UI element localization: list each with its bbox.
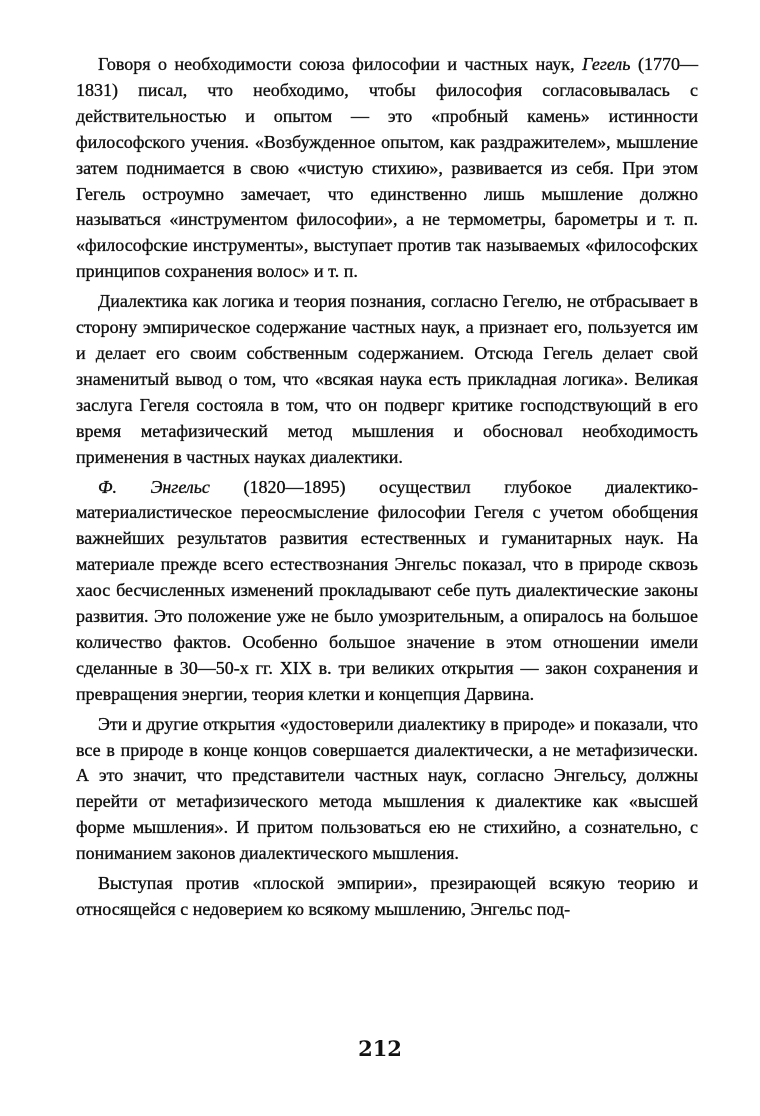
paragraph-text: Выступая против «плоской эмпирии», презирающей всякую теорию и относящейся с недоверием ко всякому мышлению, Энгельс под- — [76, 873, 698, 919]
person-name: Гегель — [582, 54, 631, 74]
paragraph-dialectics-logic — [76, 289, 698, 470]
paragraph-engels — [76, 475, 698, 708]
paragraph-text: Эти и другие открытия «удостоверили диалектику в природе» и показали, что все в природе в конце концов совершается диалектически, а не метафизически. А это значит, что представители частных наук, согласно Энгельсу, должны перейти от метафизического метода мышления к диалектике как «высшей форме мышления». И притом пользоваться ею не стихийно, а сознательно, с пониманием законов диалектического мышления. — [76, 713, 698, 864]
person-name: Ф. Энгельс — [98, 476, 210, 497]
paragraph-empiricism — [76, 871, 698, 923]
paragraph-hegel-sciences — [76, 52, 698, 285]
paragraph-discoveries — [76, 712, 698, 867]
page-body — [76, 52, 698, 923]
paragraph-text: Диалектика как логика и теория познания, согласно Гегелю, не отбрасывает в сторону эмпирическое содержание частных наук, а признает его, пользуется им и делает его своим собственным содержанием. Отсюда Гегель делает свой знаменитый вывод о том, что «всякая наука есть прикладная логика». Великая заслуга Гегеля состояла в том, что он подверг критике господствующий в его время метафизический метод мышления и обосновал необходимость применения в частных науках диалектики. — [76, 291, 698, 467]
paragraph-text: Говоря о необходимости союза философии и частных наук, — [98, 54, 583, 74]
paragraph-text: (1770—1831) писал, что необходимо, чтобы философия согласовывалась с действительностью и опытом — это «пробный камень» истинности философского учения. «Возбужденное опытом, как раздражителем», мышление затем поднимается в свою «чистую стихию», развивается из себя. При этом Гегель остроумно замечает, что единственно лишь мышление должно называться «инструментом философии», а не термометры, барометры и т. п. «философские инструменты», выступает против так называемых «философских принципов сохранения волос» и т. п. — [76, 54, 698, 282]
page-number: 212 — [358, 1036, 402, 1061]
paragraph-text: (1820—1895) осуществил глубокое диалектико-материалистическое переосмысление философии Гегеля с учетом обобщения важнейших результатов развития естественных и гуманитарных наук. На материале прежде всего естествознания Энгельс показал, что в природе сквозь хаос бесчисленных изменений прокладывают себе путь диалектические законы развития. Это положение уже не было умозрительным, а опиралось на большое количество фактов. Особенно большое значение в этом отношении имели сделанные в 30—50-х гг. XIX в. три великих открытия — закон сохранения и превращения энергии, теория клетки и концепция Дарвина. — [76, 476, 698, 704]
